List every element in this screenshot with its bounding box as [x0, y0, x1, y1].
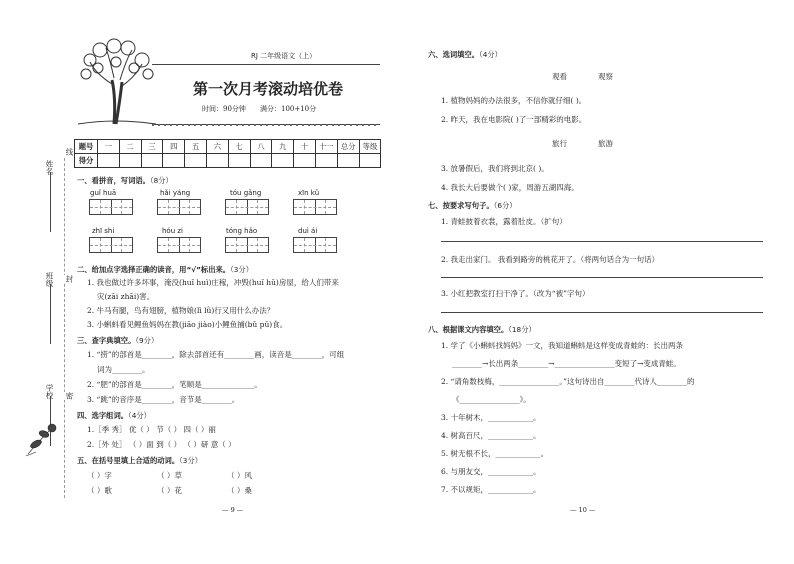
full-score: 满分：100+10分 [260, 105, 317, 113]
time-limit: 时间：90分钟 [202, 105, 246, 113]
writing-box[interactable] [293, 237, 337, 253]
writing-box[interactable] [225, 199, 269, 215]
s8-q6: 6. 与朋友交，____________。 [441, 467, 541, 476]
s6-q4: 4. 我长大后要做个( )家，周游五湖四海。 [441, 183, 579, 192]
school-label: 学校 [45, 384, 54, 399]
writing-box[interactable] [293, 199, 337, 215]
score-cell: 总分 [337, 140, 359, 154]
s3-q1-line2: 词为________。 [97, 365, 150, 374]
score-input[interactable] [119, 154, 141, 168]
score-cell: 五 [185, 140, 207, 154]
score-input[interactable] [294, 154, 316, 168]
score-label: 得分 [75, 154, 98, 168]
s8-q1-line1: 1. 学了《小蝌蚪找妈妈》一文，我知道蝌蚪是这样变成青蛙的：长出两条 [441, 341, 684, 350]
flower-decoration [22, 420, 60, 460]
page-title: 第一次月考滚动培优卷 [193, 80, 344, 98]
section-1-title: 一、看拼音，写词语。（8分） [77, 176, 173, 185]
tree-illustration [76, 38, 158, 126]
line-mark: 线 [65, 148, 74, 156]
score-input[interactable] [315, 154, 337, 168]
s2-q3: 3. 小蝌蚪看见鲤鱼妈妈在教(jiāo jiào)小鲤鱼捕(bǔ pǔ)食。 [87, 320, 288, 329]
score-cell: 七 [228, 140, 250, 154]
answer-line[interactable] [441, 277, 763, 278]
series-tag: RJ 二年级语文（上） [251, 52, 317, 60]
s3-q2: 2. “肥”的部首是________，笔顺是______________。 [87, 380, 262, 389]
writing-box[interactable] [157, 199, 201, 215]
score-input[interactable] [206, 154, 228, 168]
score-input[interactable] [228, 154, 250, 168]
section-6-title: 六、选词填空。（4分） [428, 50, 502, 59]
score-cell: 六 [206, 140, 228, 154]
answer-line[interactable] [441, 312, 763, 313]
s3-q1-line1: 1. “捞”的部首是________，除去部首还有________画，读音是________，可组 [87, 350, 345, 359]
writing-box[interactable] [89, 237, 133, 253]
score-input[interactable] [272, 154, 294, 168]
pinyin-5: zhī shi [92, 227, 115, 235]
s8-q1-line2: ________→长出两条________→________________变短了→变成青蛙。 [452, 359, 681, 368]
s6-q1: 1. 植物妈妈的办法很多，不信你就仔细( )。 [441, 96, 587, 105]
s7-q3: 3. 小红把教室打扫干净了。（改为“被”字句） [441, 289, 590, 298]
pinyin-1: guǐ huā [90, 189, 117, 197]
s2-q1-line1: 1. 我也做过许多坏事，淹没(huǐ huì)庄稼，冲毁(huǐ hǔ)房屋，给人们带来 [87, 278, 339, 287]
writing-box[interactable] [157, 237, 201, 253]
s3-q3: 3. “跳”的音序是________，音节是________。 [87, 395, 240, 404]
s7-q1: 1. 青蛙披着衣裳，露着肚皮。（扩句） [441, 217, 567, 226]
section-2-title: 二、给加点字选择正确的读音，用“√”标出来。（3分） [77, 265, 253, 274]
s8-q4: 4. 树高百尺，____________。 [441, 431, 541, 440]
score-input[interactable] [98, 154, 120, 168]
cut-mark: 密 [65, 392, 74, 400]
pinyin-2: hǎi yáng [160, 189, 191, 197]
pinyin-8: duì ái [298, 227, 318, 235]
score-cell: 三 [141, 140, 163, 154]
pinyin-3: tóu gǎng [230, 189, 262, 197]
section-5-title: 五、在括号里填上合适的动词。（3分） [77, 456, 203, 465]
s8-q3: 3. 十年树木，____________。 [441, 413, 541, 422]
word-choice: 观察 [598, 72, 613, 81]
s5-item: （ ）风 [227, 471, 252, 480]
s5-item: （ ）歌 [87, 486, 112, 495]
score-table-row [75, 154, 381, 168]
score-cell: 一 [98, 140, 120, 154]
score-cell: 十一 [315, 140, 337, 154]
score-input[interactable] [337, 154, 359, 168]
score-cell: 九 [272, 140, 294, 154]
pinyin-6: hóu zi [162, 227, 183, 235]
name-field[interactable] [50, 172, 51, 232]
s5-item: （ ）字 [87, 471, 112, 480]
name-label: 姓名 [45, 160, 54, 175]
page-number-left: — 9 — [222, 506, 244, 514]
word-choice: 观看 [552, 72, 567, 81]
s2-q2: 2. 牛马有腿，鸟有翅膀，植物娘(lì lǜ)行又用什么办法？ [87, 306, 275, 315]
section-3-title: 三、查字典填空。（9分） [77, 336, 159, 345]
s8-q2-line1: 2. “请角数枝梅，________________。”这句诗出自________代诗人________的 [441, 377, 695, 386]
binding-line [64, 148, 65, 498]
score-input[interactable] [185, 154, 207, 168]
s5-item: （ ）草 [157, 471, 182, 480]
class-label: 班级 [45, 272, 54, 287]
word-choice: 旅游 [598, 139, 613, 148]
s8-q5: 5. 树无根不长，____________。 [441, 449, 549, 458]
pinyin-4: xīn kǔ [298, 189, 320, 197]
class-field[interactable] [50, 284, 51, 344]
score-table-header [75, 140, 381, 154]
s4-q1: 1.［季 秀］ 优（ ） 节（ ） 四（ ）丽 [87, 425, 216, 434]
s2-q1-line2: 灾(zāi zhāi)害。 [97, 292, 155, 301]
score-cell: 四 [163, 140, 185, 154]
header-rule [152, 64, 380, 65]
s4-q2: 2.［外 处］ （ ）面 到（ ） （ ）研 意（ ） [87, 440, 236, 449]
score-cell: 十 [294, 140, 316, 154]
score-table [74, 139, 381, 168]
pinyin-7: tóng hǎo [226, 227, 258, 235]
writing-box[interactable] [89, 199, 133, 215]
word-choice: 旅行 [552, 139, 567, 148]
score-input[interactable] [163, 154, 185, 168]
page-number-right: — 10 — [570, 506, 596, 514]
score-cell: 八 [250, 140, 272, 154]
section-8-title: 八、根据课文内容填空。（18分） [428, 325, 536, 334]
section-7-title: 七、按要求写句子。（6分） [428, 201, 517, 210]
score-cell: 题号 [75, 140, 98, 154]
writing-box[interactable] [225, 237, 269, 253]
s5-item: （ ）桑 [227, 486, 252, 495]
section-4-title: 四、选字组词。（4分） [77, 411, 151, 420]
s8-q7: 7. 不以规矩，____________。 [441, 485, 541, 494]
seal-mark: 封 [65, 275, 74, 283]
score-cell: 二 [119, 140, 141, 154]
s8-q2-line2: 《________________》。 [452, 395, 531, 404]
score-input[interactable] [250, 154, 272, 168]
s6-q3: 3. 放暑假后，我们将到北京( )。 [441, 164, 549, 173]
answer-line[interactable] [441, 241, 763, 242]
score-input[interactable] [359, 154, 381, 168]
score-cell: 等级 [359, 140, 381, 154]
s7-q2: 2. 我走出家门。 我看到路旁的桃花开了。（将两句话合为一句话） [441, 255, 660, 264]
s5-item: （ ）花 [157, 486, 182, 495]
dotted-border [150, 120, 382, 130]
s6-q2: 2. 昨天，我在电影院( )了一部精彩的电影。 [441, 115, 587, 124]
score-input[interactable] [141, 154, 163, 168]
